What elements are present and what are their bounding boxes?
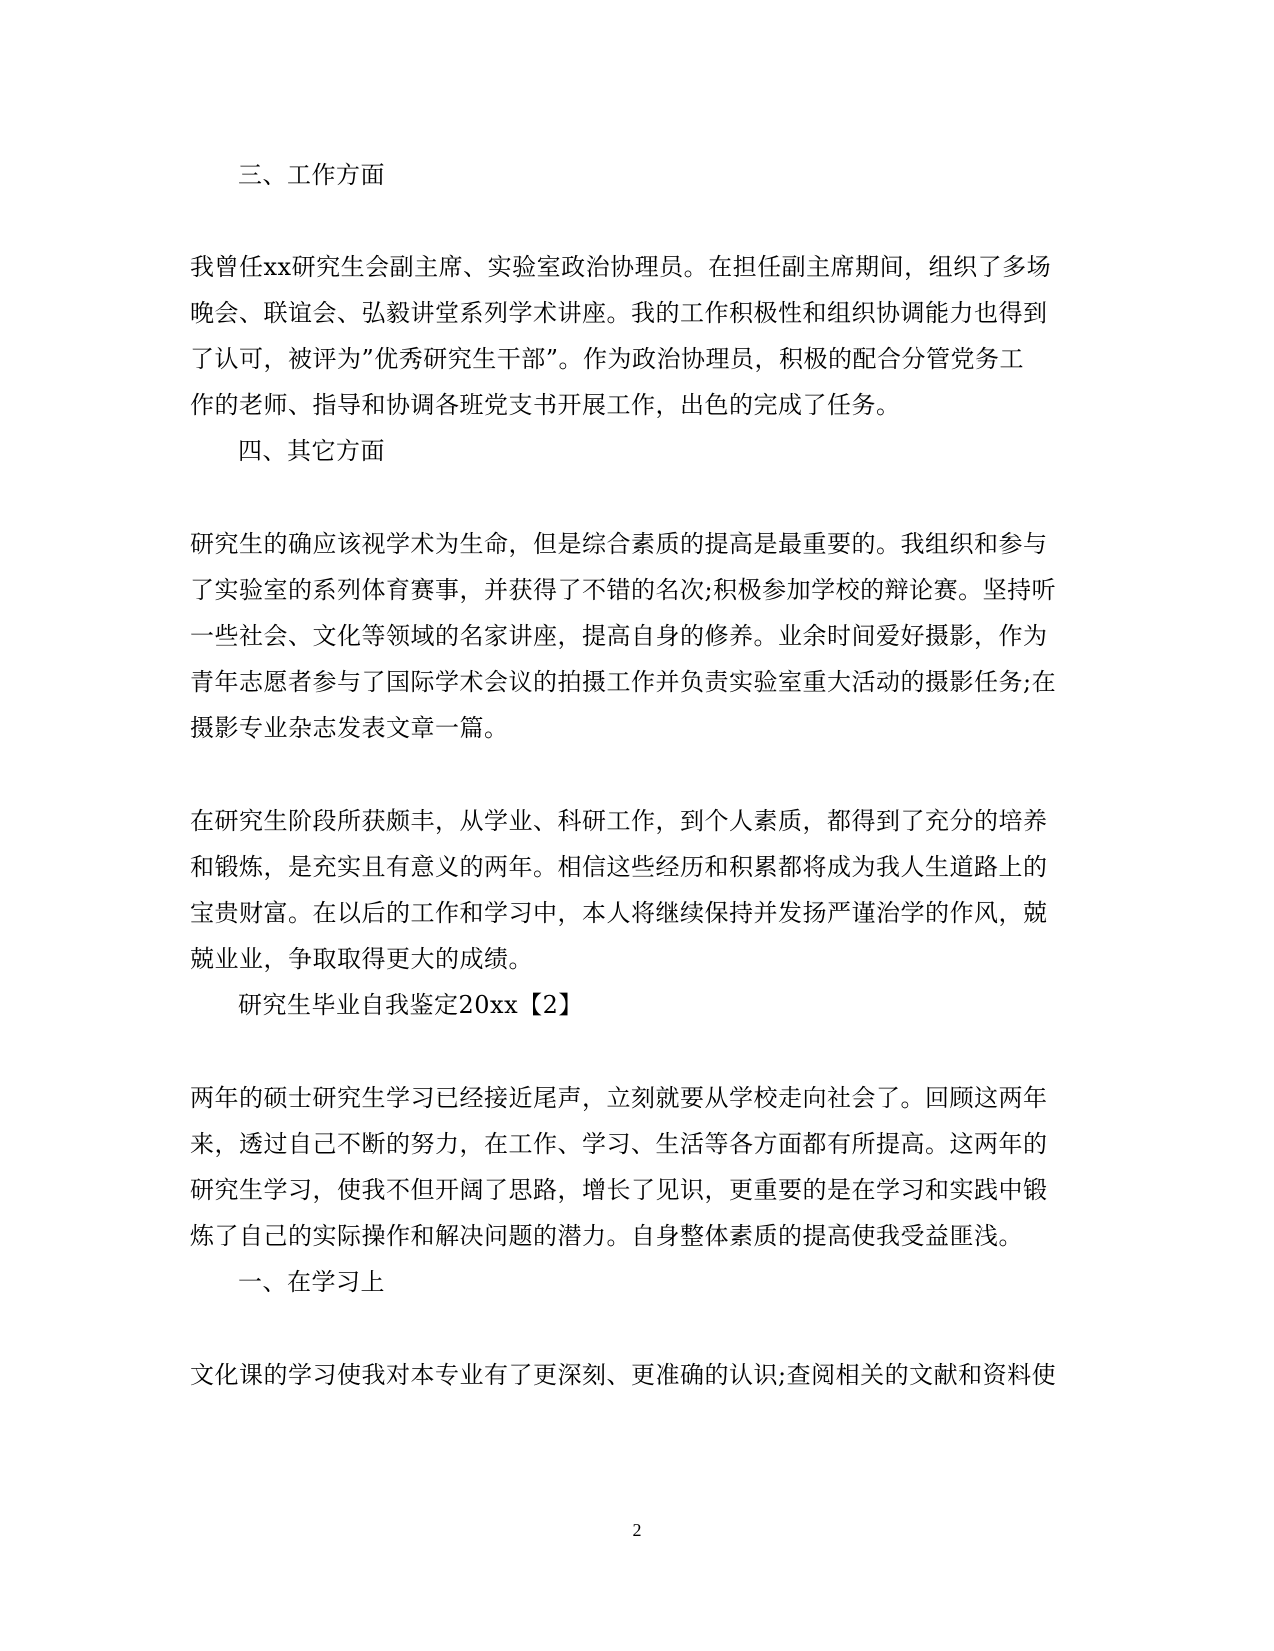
page-number: 2 <box>632 1520 642 1540</box>
paragraph-line: 研究生学习，使我不但开阔了思路，增长了见识，更重要的是在学习和实践中锻 <box>190 1176 1048 1204</box>
paragraph-line: 摄影专业杂志发表文章一篇。 <box>190 714 509 742</box>
paragraph-line: 晚会、联谊会、弘毅讲堂系列学术讲座。我的工作积极性和组织协调能力也得到 <box>190 299 1048 327</box>
paragraph-line: 在研究生阶段所获颇丰，从学业、科研工作，到个人素质，都得到了充分的培养 <box>190 807 1048 835</box>
paragraph-line: 炼了自己的实际操作和解决问题的潜力。自身整体素质的提高使我受益匪浅。 <box>190 1222 1023 1250</box>
paragraph-line: 和锻炼，是充实且有意义的两年。相信这些经历和积累都将成为我人生道路上的 <box>190 853 1048 881</box>
paragraph-line: 作的老师、指导和协调各班党支书开展工作，出色的完成了任务。 <box>190 391 901 419</box>
paragraph-line: 两年的硕士研究生学习已经接近尾声，立刻就要从学校走向社会了。回顾这两年 <box>190 1084 1048 1112</box>
section-heading-work: 三、工作方面 <box>238 161 385 189</box>
paragraph-line: 了认可，被评为”优秀研究生干部”。作为政治协理员，积极的配合分管党务工 <box>190 345 1025 373</box>
paragraph-line: 兢业业，争取取得更大的成绩。 <box>190 945 533 973</box>
article-subtitle: 研究生毕业自我鉴定20xx【2】 <box>238 991 583 1019</box>
paragraph-line: 青年志愿者参与了国际学术会议的拍摄工作并负责实验室重大活动的摄影任务;在 <box>190 668 1057 696</box>
paragraph-line: 文化课的学习使我对本专业有了更深刻、更准确的认识;查阅相关的文献和资料使 <box>190 1361 1057 1389</box>
paragraph-line: 我曾任xx研究生会副主席、实验室政治协理员。在担任副主席期间，组织了多场 <box>190 253 1052 281</box>
paragraph-line: 宝贵财富。在以后的工作和学习中，本人将继续保持并发扬严谨治学的作风，兢 <box>190 899 1048 927</box>
paragraph-line: 了实验室的系列体育赛事，并获得了不错的名次;积极参加学校的辩论赛。坚持听 <box>190 576 1057 604</box>
paragraph-line: 来，透过自己不断的努力，在工作、学习、生活等各方面都有所提高。这两年的 <box>190 1130 1048 1158</box>
section-heading-study: 一、在学习上 <box>238 1268 385 1296</box>
paragraph-line: 研究生的确应该视学术为生命，但是综合素质的提高是最重要的。我组织和参与 <box>190 530 1048 558</box>
paragraph-line: 一些社会、文化等领域的名家讲座，提高自身的修养。业余时间爱好摄影，作为 <box>190 622 1048 650</box>
section-heading-other: 四、其它方面 <box>238 437 385 465</box>
